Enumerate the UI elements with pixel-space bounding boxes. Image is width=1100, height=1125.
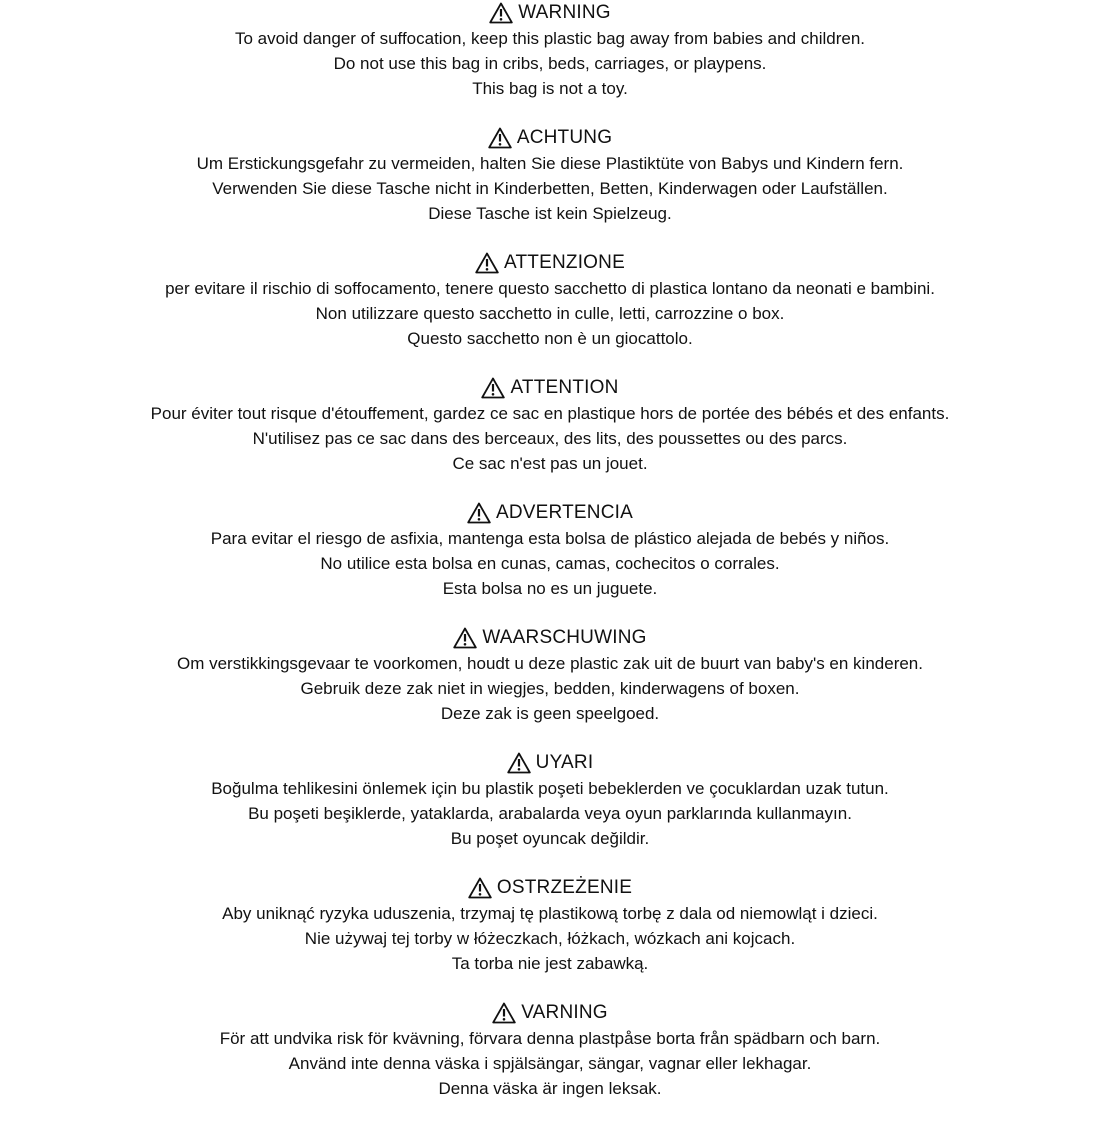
warning-heading <box>475 250 625 276</box>
warning-triangle-icon <box>507 752 531 774</box>
warning-line: per evitare il rischio di soffocamento, tenere questo sacchetto di plastica lontano da neonati e bambini. <box>165 279 935 298</box>
warning-line: Använd inte denna väska i spjälsängar, sängar, vagnar eller lekhagar. <box>288 1054 812 1073</box>
warning-triangle-icon <box>467 502 491 524</box>
warning-line: Pour éviter tout risque d'étouffement, gardez ce sac en plastique hors de portée des bébés et des enfants. <box>150 404 950 423</box>
warning-line: Non utilizzare questo sacchetto in culle, letti, carrozzine o box. <box>315 304 785 323</box>
warning-triangle-icon <box>481 377 505 399</box>
warning-line: No utilice esta bolsa en cunas, camas, cochecitos o corrales. <box>320 554 780 573</box>
warning-block-french <box>0 375 1100 500</box>
warning-block-spanish <box>0 500 1100 625</box>
warning-heading <box>507 750 594 776</box>
warning-line: Verwenden Sie diese Tasche nicht in Kinderbetten, Betten, Kinderwagen oder Laufställen. <box>212 179 888 198</box>
warning-heading-text: ADVERTENCIA <box>496 502 633 523</box>
warning-block-turkish <box>0 750 1100 875</box>
warning-triangle-icon <box>492 1002 516 1024</box>
warning-line: Bu poşet oyuncak değildir. <box>450 829 650 848</box>
warning-triangle-icon <box>488 127 512 149</box>
warning-line: Denna väska är ingen leksak. <box>438 1079 662 1098</box>
warning-line: Om verstikkingsgevaar te voorkomen, houdt u deze plastic zak uit de buurt van baby's en kinderen. <box>177 654 923 673</box>
warning-triangle-icon <box>475 252 499 274</box>
warning-triangle-icon <box>453 627 477 649</box>
warning-heading-text: ATTENTION <box>510 377 619 398</box>
warning-line: To avoid danger of suffocation, keep this plastic bag away from babies and children. <box>234 29 865 48</box>
warning-line: Questo sacchetto non è un giocattolo. <box>407 329 693 348</box>
warning-line: Um Erstickungsgefahr zu vermeiden, halten Sie diese Plastiktüte von Babys und Kindern fern. <box>196 154 904 173</box>
warning-block-dutch <box>0 625 1100 750</box>
warning-line: Diese Tasche ist kein Spielzeug. <box>428 204 672 223</box>
warning-triangle-icon <box>468 877 492 899</box>
warning-heading <box>468 875 632 901</box>
warning-heading-text: ACHTUNG <box>516 127 613 148</box>
warning-line: Deze zak is geen speelgoed. <box>440 704 660 723</box>
warning-heading-text: WARNING <box>518 2 611 23</box>
warning-line: Nie używaj tej torby w łóżeczkach, łóżkach, wózkach ani kojcach. <box>304 929 796 948</box>
warning-line: För att undvika risk för kvävning, förvara denna plastpåse borta från spädbarn och barn. <box>219 1029 881 1048</box>
warning-heading <box>481 375 618 401</box>
warning-block-swedish <box>0 1000 1100 1125</box>
warning-line: Do not use this bag in cribs, beds, carriages, or playpens. <box>333 54 767 73</box>
warning-heading <box>453 625 646 651</box>
warning-heading <box>489 0 611 26</box>
warning-triangle-icon <box>489 2 513 24</box>
warning-heading <box>492 1000 608 1026</box>
warning-heading-text: WAARSCHUWING <box>482 627 647 648</box>
warning-block-polish <box>0 875 1100 1000</box>
warning-line: Aby uniknąć ryzyka uduszenia, trzymaj tę plastikową torbę z dala od niemowląt i dzieci. <box>222 904 878 923</box>
warning-heading <box>488 125 612 151</box>
warning-line: Gebruik deze zak niet in wiegjes, bedden, kinderwagens of boxen. <box>300 679 800 698</box>
warning-line: This bag is not a toy. <box>472 79 628 98</box>
warning-heading-text: ATTENZIONE <box>504 252 625 273</box>
warning-heading-text: UYARI <box>535 752 594 773</box>
warning-heading-text: VARNING <box>521 1002 608 1023</box>
warning-line: Ta torba nie jest zabawką. <box>451 954 649 973</box>
warning-block-italian <box>0 250 1100 375</box>
warning-line: Boğulma tehlikesini önlemek için bu plastik poşeti bebeklerden ve çocuklardan uzak tutun. <box>211 779 889 798</box>
warning-line: N'utilisez pas ce sac dans des berceaux, des lits, des poussettes ou des parcs. <box>252 429 848 448</box>
warning-heading <box>467 500 633 526</box>
warning-line: Esta bolsa no es un juguete. <box>442 579 658 598</box>
warning-block-english <box>0 0 1100 125</box>
warning-line: Para evitar el riesgo de asfixia, mantenga esta bolsa de plástico alejada de bebés y niños. <box>210 529 890 548</box>
warning-line: Bu poşeti beşiklerde, yataklarda, arabalarda veya oyun parklarında kullanmayın. <box>248 804 852 823</box>
warning-block-german <box>0 125 1100 250</box>
warning-heading-text: OSTRZEŻENIE <box>496 877 633 898</box>
warning-line: Ce sac n'est pas un jouet. <box>452 454 648 473</box>
